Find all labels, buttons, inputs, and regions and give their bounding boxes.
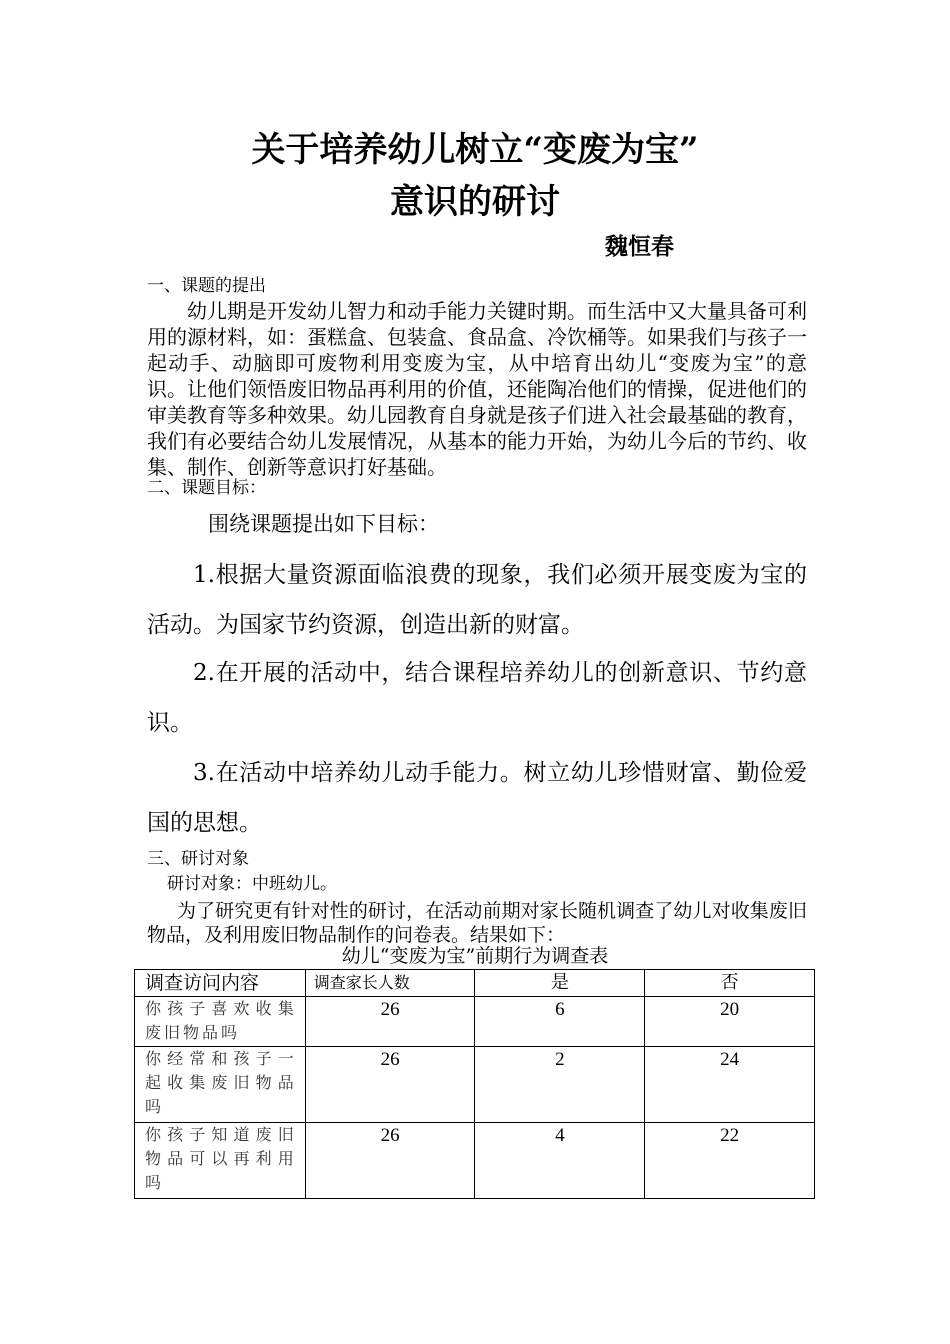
goal-2: 2.在开展的活动中，结合课程培养幼儿的创新意识、节约意识。 (147, 660, 807, 736)
row-question: 你孩子喜欢收集废旧物品吗 (135, 997, 306, 1047)
goal-1: 1.根据大量资源面临浪费的现象，我们必须开展变废为宝的活动。为国家节约资源，创造出新的财富。 (147, 562, 807, 638)
table-row (135, 997, 815, 1047)
section-3-paragraph: 为了研究更有针对性的研讨，在活动前期对家长随机调查了幼儿对收集废旧物品，及利用废旧物品制作的问卷表。结果如下： (147, 900, 807, 946)
row-yes: 4 (475, 1123, 645, 1199)
header-total: 调查家长人数 (305, 970, 475, 997)
row-yes: 6 (475, 997, 645, 1047)
row-no: 24 (645, 1047, 815, 1123)
goals-intro: 围绕课题提出如下目标： (208, 512, 439, 536)
header-question: 调查访问内容 (135, 970, 306, 997)
table-row (135, 1047, 815, 1123)
table-header-row (135, 970, 815, 997)
header-yes: 是 (475, 970, 645, 997)
row-question: 你经常和孩子一起收集废旧物品吗 (135, 1047, 306, 1123)
research-subject: 研讨对象：中班幼儿。 (167, 874, 337, 894)
row-no: 20 (645, 997, 815, 1047)
row-total: 26 (305, 1047, 475, 1123)
section-3-heading: 三、研讨对象 (147, 849, 249, 869)
author-name: 魏恒春 (605, 233, 674, 260)
goal-3: 3.在活动中培养幼儿动手能力。树立幼儿珍惜财富、勤俭爱国的思想。 (147, 760, 807, 836)
row-question: 你孩子知道废旧物品可以再利用吗 (135, 1123, 306, 1199)
row-total: 26 (305, 997, 475, 1047)
survey-table-caption: 幼儿“变废为宝”前期行为调查表 (341, 945, 609, 967)
row-yes: 2 (475, 1047, 645, 1123)
header-no: 否 (645, 970, 815, 997)
document-title-line-2: 意识的研讨 (390, 182, 560, 222)
document-title-line-1: 关于培养幼儿树立“变废为宝” (251, 130, 699, 170)
table-row (135, 1123, 815, 1199)
section-1-heading: 一、课题的提出 (147, 276, 266, 296)
section-2-heading: 二、课题目标： (147, 478, 266, 498)
section-1-paragraph: 幼儿期是开发幼儿智力和动手能力关键时期。而生活中又大量具备可利用的源材料，如：蛋糕盒、包装盒、食品盒、冷饮桶等。如果我们与孩子一起动手、动脑即可废物利用变废为宝，从中培育出幼儿“变废为宝”的意识。让他们领悟废旧物品再利用的价值，还能陶冶他们的情操，促进他们的审美教育等多种效果。幼儿园教育自身就是孩子们进入社会最基础的教育，我们有必要结合幼儿发展情况，从基本的能力开始，为幼儿今后的节约、收集、制作、创新等意识打好基础。 (147, 299, 807, 479)
survey-table (134, 969, 815, 1199)
row-total: 26 (305, 1123, 475, 1199)
row-no: 22 (645, 1123, 815, 1199)
